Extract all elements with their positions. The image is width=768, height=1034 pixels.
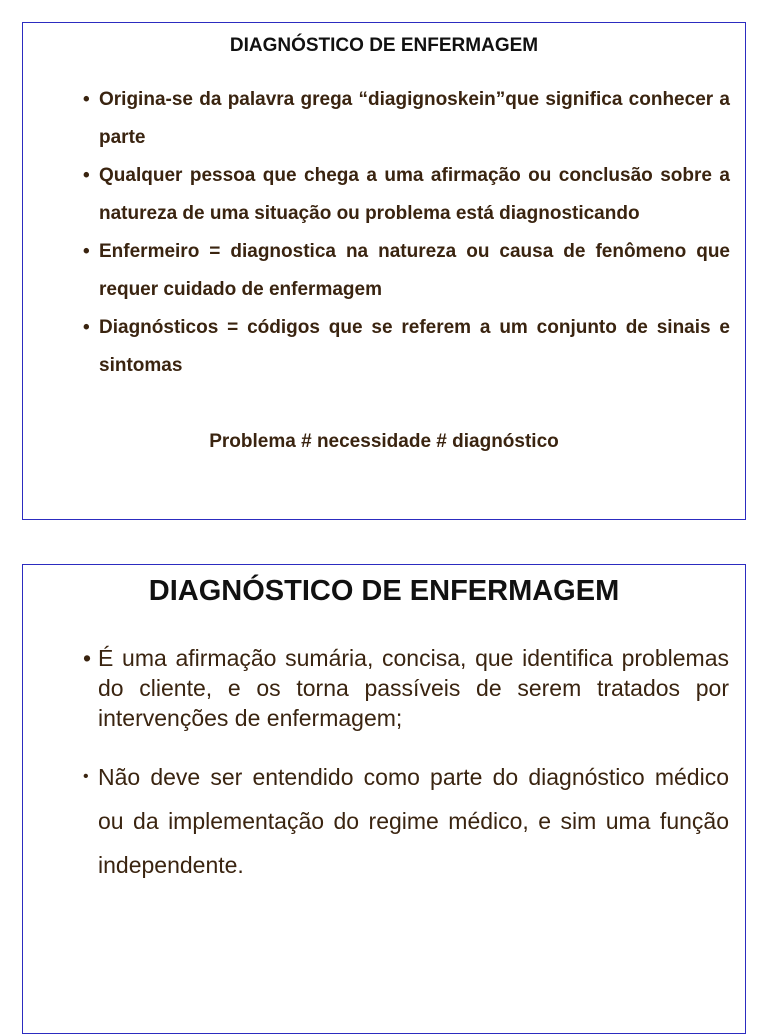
list-item <box>83 643 729 733</box>
slide-1-title: DIAGNÓSTICO DE ENFERMAGEM <box>229 35 539 56</box>
slide-1-footer: Problema # necessidade # diagnóstico <box>209 431 559 452</box>
bullet-icon: • <box>83 241 90 262</box>
slide-2 <box>22 564 746 1034</box>
bullet-text: Diagnósticos = códigos que se referem a um conjunto de sinais e sintomas <box>99 317 730 376</box>
list-item <box>83 233 730 309</box>
bullet-icon: • <box>83 89 90 110</box>
bullet-icon: • <box>83 317 90 338</box>
list-item <box>83 157 730 233</box>
bullet-text: Qualquer pessoa que chega a uma afirmação ou conclusão sobre a natureza de uma situação ou problema está diagnosticando <box>99 165 730 224</box>
bullet-text: É uma afirmação sumária, concisa, que identifica problemas do cliente, e os torna passíveis de serem tratados por intervenções de enfermagem; <box>98 645 729 731</box>
list-item <box>83 309 730 385</box>
bullet-icon: • <box>83 165 90 186</box>
slide-1 <box>22 22 746 520</box>
list-item <box>83 81 730 157</box>
bullet-icon: • <box>83 768 89 785</box>
list-item <box>83 755 729 887</box>
slide-2-title: DIAGNÓSTICO DE ENFERMAGEM <box>148 575 620 607</box>
bullet-icon: • <box>83 645 92 671</box>
slide-1-bullet-list <box>83 81 730 385</box>
bullet-text: Enfermeiro = diagnostica na natureza ou causa de fenômeno que requer cuidado de enfermagem <box>99 241 730 300</box>
bullet-text: Não deve ser entendido como parte do diagnóstico médico ou da implementação do regime médico, e sim uma função independente. <box>98 764 729 878</box>
bullet-text: Origina-se da palavra grega “diagignoskein”que significa conhecer a parte <box>99 89 730 148</box>
